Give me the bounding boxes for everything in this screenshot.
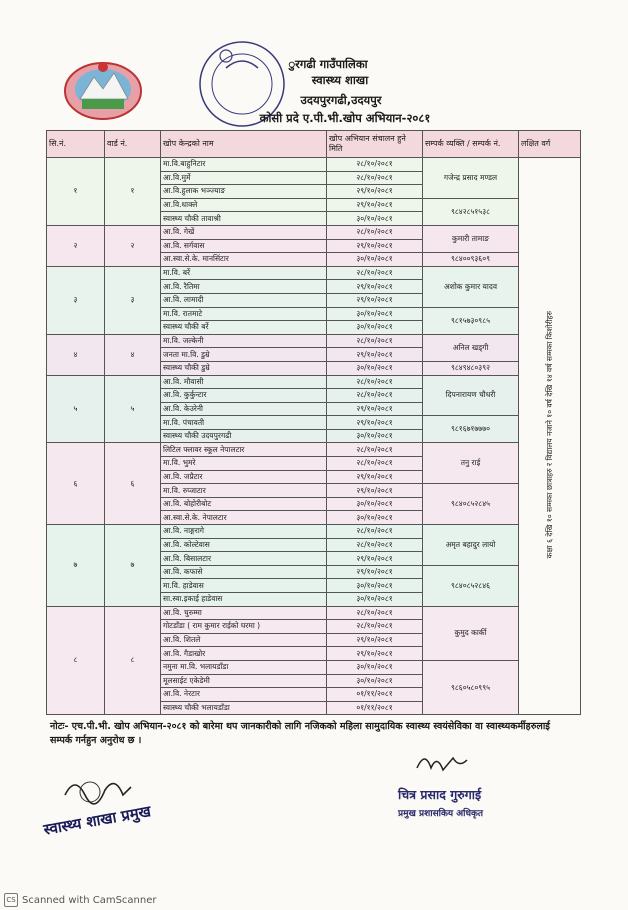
table-row (47, 606, 581, 620)
cell-date: ०१/११/२०८१ (327, 688, 423, 702)
cell-contact-phone: ९८१५७३०९८५ (423, 307, 519, 334)
cell-date: २९/१०/२०८१ (327, 239, 423, 253)
cell-site: नमुना मा.वि. भलायडाँडा (161, 660, 327, 674)
cell-date: २८/१०/२०८१ (327, 457, 423, 471)
cell-date: ३०/१०/२०८१ (327, 674, 423, 688)
cell-date: २९/१०/२०८१ (327, 416, 423, 430)
col-header-target: लक्षित वर्ग (519, 131, 581, 158)
table-row (47, 334, 581, 348)
cell-ward: ७ (105, 525, 161, 607)
cell-date: ३०/१०/२०८१ (327, 660, 423, 674)
cell-contact-phone: ९८४०८५२८४५ (423, 484, 519, 525)
cell-date: २९/१०/२०८१ (327, 470, 423, 484)
cell-date: २९/१०/२०८१ (327, 185, 423, 199)
cell-date: ३०/१०/२०८१ (327, 579, 423, 593)
cell-date: २९/१०/२०८१ (327, 198, 423, 212)
cell-ward: १ (105, 158, 161, 226)
cell-ward: ८ (105, 606, 161, 715)
government-emblem (62, 55, 144, 123)
cell-site: स्वास्थ्य चौकी तावाश्री (161, 212, 327, 226)
cell-site: आ.वि. नाङ्गरागे (161, 525, 327, 539)
cell-ward: ४ (105, 334, 161, 375)
cell-date: २८/१०/२०८१ (327, 171, 423, 185)
table-row (47, 266, 581, 280)
cell-date: २९/१०/२०८१ (327, 552, 423, 566)
cell-contact-name: अशोक कुमार यादव (423, 266, 519, 307)
table-row (47, 375, 581, 389)
cell-sn: ३ (47, 266, 105, 334)
cell-date: २८/१०/२०८१ (327, 225, 423, 239)
camscanner-logo-icon: CS (4, 893, 18, 907)
cell-sn: १ (47, 158, 105, 226)
cell-site: आ.वि. लामादी (161, 293, 327, 307)
col-header-date: खोप अभियान संचालन हुने मिति (327, 131, 423, 158)
right-signatory-title: प्रमुख प्रशासकिय अधिकृत (398, 809, 484, 819)
table-row (47, 158, 581, 172)
cell-contact-phone: ९८४९४८०३९२ (423, 361, 519, 375)
cell-contact-phone: ९८४०८५२८४६ (423, 565, 519, 606)
col-header-site: खोप केन्द्रको नाम (161, 131, 327, 158)
cell-date: २८/१०/२०८१ (327, 375, 423, 389)
cell-site: आ.वि. शितले (161, 633, 327, 647)
cell-site: आ.वि. सर्गवास (161, 239, 327, 253)
cell-site: मा.वि. भुमरे (161, 457, 327, 471)
cell-site: आ.वि. केउरेनी (161, 402, 327, 416)
cell-contact-name: अनिल खड्गी (423, 334, 519, 361)
cell-site: आ.वि. गेखें (161, 225, 327, 239)
cell-date: २८/१०/२०८१ (327, 620, 423, 634)
col-header-sn: सि.नं. (47, 131, 105, 158)
cell-contact-phone: ९८४००९३६०९ (423, 253, 519, 267)
cell-site: आ.स्वा.से.के. नेपालटार (161, 511, 327, 525)
cell-site: मा.वि. रुप्जाटार (161, 484, 327, 498)
cell-site: स्वास्थ्य चौकी भलायडाँडा (161, 701, 327, 715)
table-header-row (47, 131, 581, 158)
cell-sn: ६ (47, 443, 105, 525)
right-signature (412, 748, 482, 778)
cell-site: आ.वि.मुर्मे (161, 171, 327, 185)
cell-date: २८/१०/२०८१ (327, 389, 423, 403)
table-row (47, 443, 581, 457)
cell-date: २९/१०/२०८१ (327, 647, 423, 661)
cell-contact-name: कुमारी तामाङ (423, 225, 519, 252)
cell-date: २९/१०/२०८१ (327, 280, 423, 294)
table-row (47, 525, 581, 539)
table-row (47, 225, 581, 239)
col-header-contact: सम्पर्क व्यक्ति / सम्पर्क नं. (423, 131, 519, 158)
cell-site: सा.स्वा.इकाई हाडेवास (161, 593, 327, 607)
cell-site: गोटडाँडा ( राम कुमार राईको घरमा ) (161, 620, 327, 634)
cell-site: लिटिल फ्लावर स्कूल नेपालटार (161, 443, 327, 457)
scanner-watermark (4, 893, 157, 907)
cell-contact-name: गजेन्द्र प्रसाद मण्डल (423, 158, 519, 199)
col-header-ward: वार्ड नं. (105, 131, 161, 158)
cell-date: ३०/१०/२०८१ (327, 497, 423, 511)
header-campaign-title: कोसी प्रदे ए.पी.भी.खोप अभियान-२०८१ (259, 111, 431, 125)
cell-site: मा.वि. जल्केनी (161, 334, 327, 348)
cell-date: २८/१०/२०८१ (327, 443, 423, 457)
cell-site: आ.वि. नेरटार (161, 688, 327, 702)
cell-sn: ५ (47, 375, 105, 443)
cell-site: आ.वि.धाक्ले (161, 198, 327, 212)
cell-date: २९/१०/२०८१ (327, 402, 423, 416)
cell-date: २८/१०/२०८१ (327, 266, 423, 280)
cell-site: आ.वि. गैडाखोर (161, 647, 327, 661)
cell-site: आ.वि. कोल्टेवास (161, 538, 327, 552)
cell-date: २९/१०/२०८१ (327, 293, 423, 307)
cell-target-group (519, 158, 581, 715)
cell-date: २९/१०/२०८१ (327, 565, 423, 579)
cell-site: आ.वि.हुलाक भञ्ज्याङ (161, 185, 327, 199)
cell-ward: ३ (105, 266, 161, 334)
cell-site: आ.वि. जप्रैटार (161, 470, 327, 484)
cell-date: २९/१०/२०८१ (327, 633, 423, 647)
cell-site: मा.वि. बर्रे (161, 266, 327, 280)
cell-date: २८/१०/२०८१ (327, 606, 423, 620)
cell-date: ३०/१०/२०८१ (327, 429, 423, 443)
cell-sn: ७ (47, 525, 105, 607)
cell-contact-name: अमृत बहादुर लायो (423, 525, 519, 566)
cell-ward: ६ (105, 443, 161, 525)
cell-contact-name: तनु राई (423, 443, 519, 484)
cell-site: आ.वि. मौवासी (161, 375, 327, 389)
cell-site: मा.वि. हाडेवास (161, 579, 327, 593)
cell-contact-phone: ९८१६७१७७७० (423, 416, 519, 443)
cell-site: आ.स्वा.से.के. मानसिंटार (161, 253, 327, 267)
cell-site: आ.वि. बिसालटार (161, 552, 327, 566)
cell-sn: ८ (47, 606, 105, 715)
cell-date: ३०/१०/२०८१ (327, 361, 423, 375)
cell-site: स्वास्थ्य चौकी डुम्रे (161, 361, 327, 375)
cell-site: आ.वि. कुर्कुन्टार (161, 389, 327, 403)
cell-site: आ.वि. रैतिमा (161, 280, 327, 294)
cell-date: २९/१०/२०८१ (327, 348, 423, 362)
right-signatory-name: चित्र प्रसाद गुरुगाई (398, 787, 482, 802)
cell-contact-phone: ९८४२८५१५३८ (423, 198, 519, 225)
cell-site: मा.वि. रातमाटे (161, 307, 327, 321)
cell-date: २८/१०/२०८१ (327, 334, 423, 348)
cell-date: २८/१०/२०८१ (327, 525, 423, 539)
cell-contact-name: दिपनारायण चौधरी (423, 375, 519, 416)
cell-date: ३०/१०/२०८१ (327, 593, 423, 607)
cell-date: २८/१०/२०८१ (327, 538, 423, 552)
scanner-label: Scanned with CamScanner (22, 895, 157, 906)
cell-sn: ४ (47, 334, 105, 375)
cell-date: ३०/१०/२०८१ (327, 511, 423, 525)
cell-date: ०१/११/२०८१ (327, 701, 423, 715)
cell-site: आ.वि. चुरुम्मा (161, 606, 327, 620)
cell-site: स्वास्थ्य चौकी उदयपुरगढी (161, 429, 327, 443)
cell-date: ३०/१०/२०८१ (327, 321, 423, 335)
header-health-section: स्वास्थ्य शाखा (311, 73, 369, 87)
cell-contact-name: कुमुद कार्की (423, 606, 519, 660)
vaccination-schedule-table (46, 130, 581, 715)
cell-contact-phone: ९८६०५८०९९५ (423, 660, 519, 714)
header-municipality: ुरगढी गाउँपालिका (288, 57, 368, 71)
cell-site: मा.वि. पंचावती (161, 416, 327, 430)
footer-note: नोटः- एच.पी.भी. खोप अभियान-२०८१ को बारेमा थप जानकारीको लागि नजिकको महिला सामुदायिक स्वास्थ्य स्वयंसेविका वा स्वास्थ्यकर्मीहरुलाई सम्पर्क गर्नहुन अनुरोध छ । (50, 721, 550, 746)
cell-ward: ५ (105, 375, 161, 443)
target-group-text: कक्षा ६ देखि १० सम्मका छात्राहरु र विद्यालय नजाने १० वर्ष देखि १४ वर्ष सम्मका किशोरीहरु (544, 310, 554, 559)
left-signature-title: स्वास्थ्य शाखा प्रमुख (42, 802, 153, 839)
cell-date: ३०/१०/२०८१ (327, 253, 423, 267)
header-address: उदयपुरगढी,उदयपुर (300, 93, 382, 107)
cell-site: आ.वि. बोहोरीबोट (161, 497, 327, 511)
cell-date: २९/१०/२०८१ (327, 484, 423, 498)
cell-site: मूलसाईट एकेडेमी (161, 674, 327, 688)
cell-site: मा.वि.बाहुनिटार (161, 158, 327, 172)
cell-sn: २ (47, 225, 105, 266)
cell-site: आ.वि. कफासे (161, 565, 327, 579)
cell-ward: २ (105, 225, 161, 266)
cell-date: २८/१०/२०८१ (327, 158, 423, 172)
cell-date: ३०/१०/२०८१ (327, 212, 423, 226)
cell-date: ३०/१०/२०८१ (327, 307, 423, 321)
cell-site: जनता मा.वि. डुम्रे (161, 348, 327, 362)
cell-site: स्वास्थ्य चौकी बर्रे (161, 321, 327, 335)
